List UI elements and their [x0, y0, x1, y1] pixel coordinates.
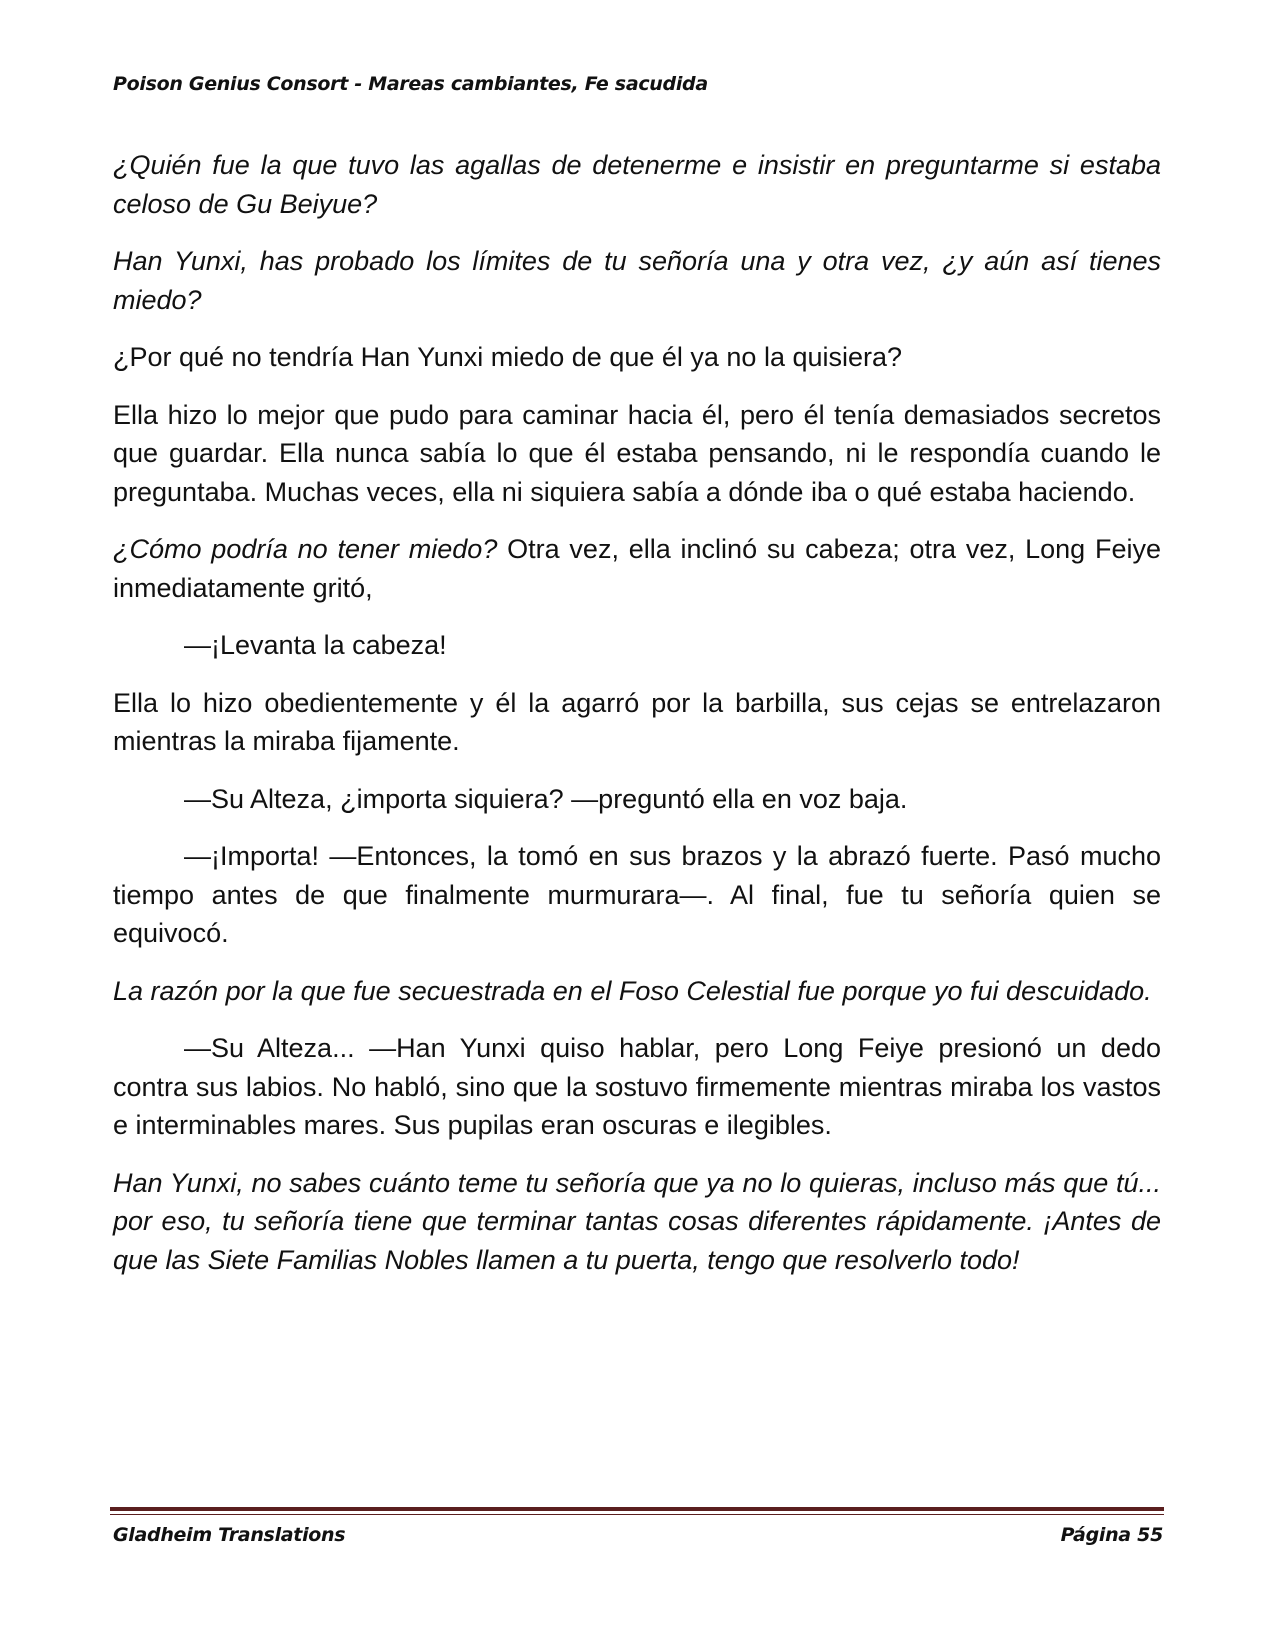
paragraph-dialog: —¡Levanta la cabeza!	[184, 630, 447, 660]
paragraph-dialog: —Su Alteza, ¿importa siquiera? —preguntó ella en voz baja.	[184, 783, 908, 814]
footer-page-number: Página 55	[1060, 1524, 1163, 1546]
paragraph-dialog: —Su Alteza... —Han Yunxi quiso hablar, pero Long Feiye presionó un dedo contra sus labios. No habló, sino que la sostuvo firmemente mientras miraba los vastos e interminables mares. Sus pupilas eran oscuras e ilegibles.	[113, 1033, 1161, 1140]
paragraph: ¿Por qué no tendría Han Yunxi miedo de que él ya no la quisiera?	[113, 342, 903, 372]
inline-narration: Otra vez, ella inclinó su cabeza; otra vez, Long Feiye inmediatamente gritó,	[113, 534, 1161, 603]
paragraph: Ella hizo lo mejor que pudo para caminar hacia él, pero él tenía demasiados secretos que guardar. Ella nunca sabía lo que él estaba pensando, ni le respondía cuando le preguntaba. Muchas veces, ella ni siquiera sabía a dónde iba o qué estaba haciendo.	[113, 399, 1161, 507]
footer-publisher: Gladheim Translations	[113, 1524, 346, 1546]
paragraph-thought: ¿Quién fue la que tuvo las agallas de detenerme e insistir en preguntarme si estaba celoso de Gu Beiyue?	[113, 150, 1161, 219]
inline-thought: ¿Cómo podría no tener miedo?	[113, 534, 498, 564]
paragraph-thought: Han Yunxi, has probado los límites de tu señoría una y otra vez, ¿y aún así tienes miedo?	[113, 246, 1161, 315]
paragraph: Ella lo hizo obedientemente y él la agarró por la barbilla, sus cejas se entrelazaron mientras la miraba fijamente.	[113, 687, 1161, 756]
footer-divider-thick	[110, 1507, 1164, 1511]
paragraph-thought: Han Yunxi, no sabes cuánto teme tu señoría que ya no lo quieras, incluso más que tú... por eso, tu señoría tiene que terminar tantas cosas diferentes rápidamente. ¡Antes de que las Siete Familias Nobles llamen a tu puerta, tengo que resolverlo todo!	[113, 1167, 1161, 1275]
paragraph-thought: La razón por la que fue secuestrada en el Foso Celestial fue porque yo fui descuidado.	[113, 975, 1152, 1006]
paragraph-mixed	[113, 530, 1161, 607]
paragraph-dialog: —¡Importa! —Entonces, la tomó en sus brazos y la abrazó fuerte. Pasó mucho tiempo antes de que finalmente murmurara—. Al final, fue tu señoría quien se equivocó.	[113, 841, 1161, 948]
page-body	[113, 146, 1161, 1298]
page-header-title: Poison Genius Consort - Mareas cambiantes, Fe sacudida	[113, 73, 708, 95]
footer-divider-thin	[110, 1514, 1164, 1515]
